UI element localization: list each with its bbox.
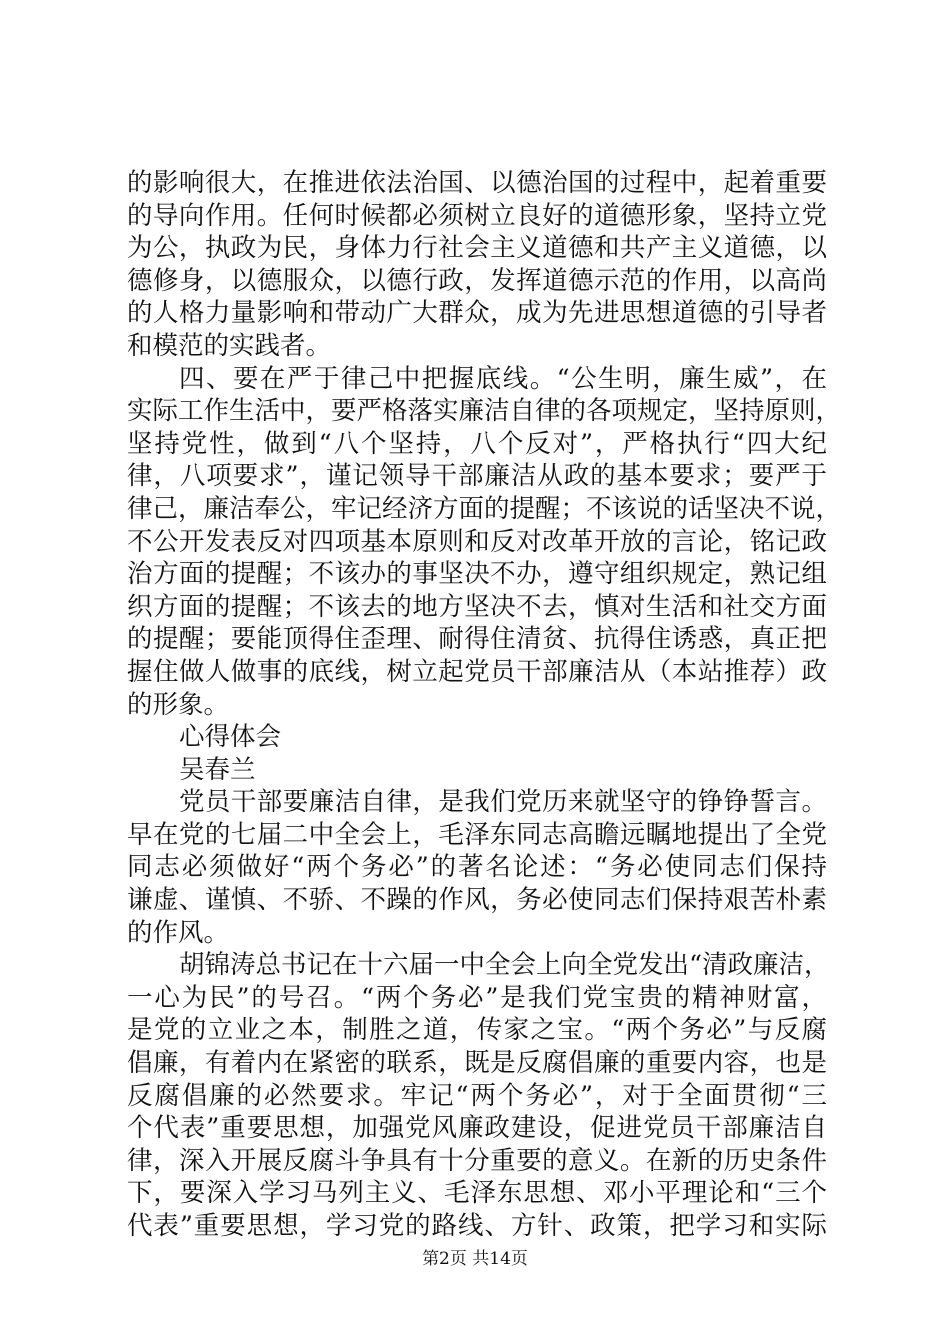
text-line: 律，八项要求”，谨记领导干部廉洁从政的基本要求；要严于: [127, 461, 827, 492]
text-line: 一心为民”的号召。“两个务必”是我们党宝贵的精神财富，: [127, 982, 827, 1013]
paragraph-start-line: 四、要在严于律己中把握底线。“公生明，廉生威”，在: [179, 363, 827, 394]
text-line: 实际工作生活中，要严格落实廉洁自律的各项规定，坚持原则，: [127, 396, 842, 427]
text-line: 的作风。: [127, 917, 230, 948]
paragraph-start-line: 胡锦涛总书记在十六届一中全会上向全党发出“清政廉洁，: [179, 950, 830, 981]
text-line: 不公开发表反对四项基本原则和反对改革开放的言论，铭记政: [127, 526, 827, 557]
text-line: 代表”重要思想，学习党的路线、方针、政策，把学习和实际: [127, 1211, 827, 1241]
section-heading: 心得体会: [179, 722, 282, 753]
text-line: 德修身，以德服众，以德行政，发挥道德示范的作用，以高尚: [127, 265, 827, 296]
text-line: 的影响很大，在推进依法治国、以德治国的过程中，起着重要: [127, 168, 827, 198]
text-line: 反腐倡廉的必然要求。牢记“两个务必”，对于全面贯彻“三: [127, 1080, 827, 1111]
text-line: 倡廉，有着内在紧密的联系，既是反腐倡廉的重要内容，也是: [127, 1048, 827, 1079]
text-line: 谦虚、谨慎、不骄、不躁的作风，务必使同志们保持艰苦朴素: [127, 885, 827, 916]
text-line: 早在党的七届二中全会上，毛泽东同志高瞻远瞩地提出了全党: [127, 819, 827, 850]
text-line: 握住做人做事的底线，树立起党员干部廉洁从（本站推荐）政: [127, 656, 827, 687]
text-line: 律己，廉洁奉公，牢记经济方面的提醒；不该说的话坚决不说，: [127, 493, 842, 524]
text-line: 为公，执政为民，身体力行社会主义道德和共产主义道德，以: [127, 233, 827, 264]
text-line: 的形象。: [127, 689, 230, 720]
text-line: 织方面的提醒；不该去的地方坚决不去，慎对生活和社交方面: [127, 591, 827, 622]
text-line: 的导向作用。任何时候都必须树立良好的道德形象，坚持立党: [127, 200, 827, 231]
text-line: 和模范的实践者。: [127, 330, 332, 361]
text-line: 个代表”重要思想，加强党风廉政建设，促进党员干部廉洁自: [127, 1113, 827, 1144]
text-line: 治方面的提醒；不该办的事坚决不办，遵守组织规定，熟记组: [127, 559, 827, 590]
text-line: 律，深入开展反腐斗争具有十分重要的意义。在新的历史条件: [127, 1145, 827, 1176]
text-line: 坚持党性，做到“八个坚持，八个反对”，严格执行“四大纪: [127, 428, 827, 459]
author-name: 吴春兰: [179, 754, 256, 785]
page-number-footer: 第2页 共14页: [422, 1249, 528, 1269]
text-line: 下，要深入学习马列主义、毛泽东思想、邓小平理论和“三个: [127, 1178, 827, 1209]
text-line: 同志必须做好“两个务必”的著名论述：“务必使同志们保持: [127, 852, 827, 883]
text-line: 的提醒；要能顶得住歪理、耐得住清贫、抗得住诱惑，真正把: [127, 624, 827, 655]
text-line: 是党的立业之本，制胜之道，传家之宝。“两个务必”与反腐: [127, 1015, 827, 1046]
paragraph-start-line: 党员干部要廉洁自律，是我们党历来就坚守的铮铮誓言。: [179, 787, 827, 818]
text-line: 的人格力量影响和带动广大群众，成为先进思想道德的引导者: [127, 298, 827, 329]
body-text: [127, 167, 842, 1243]
